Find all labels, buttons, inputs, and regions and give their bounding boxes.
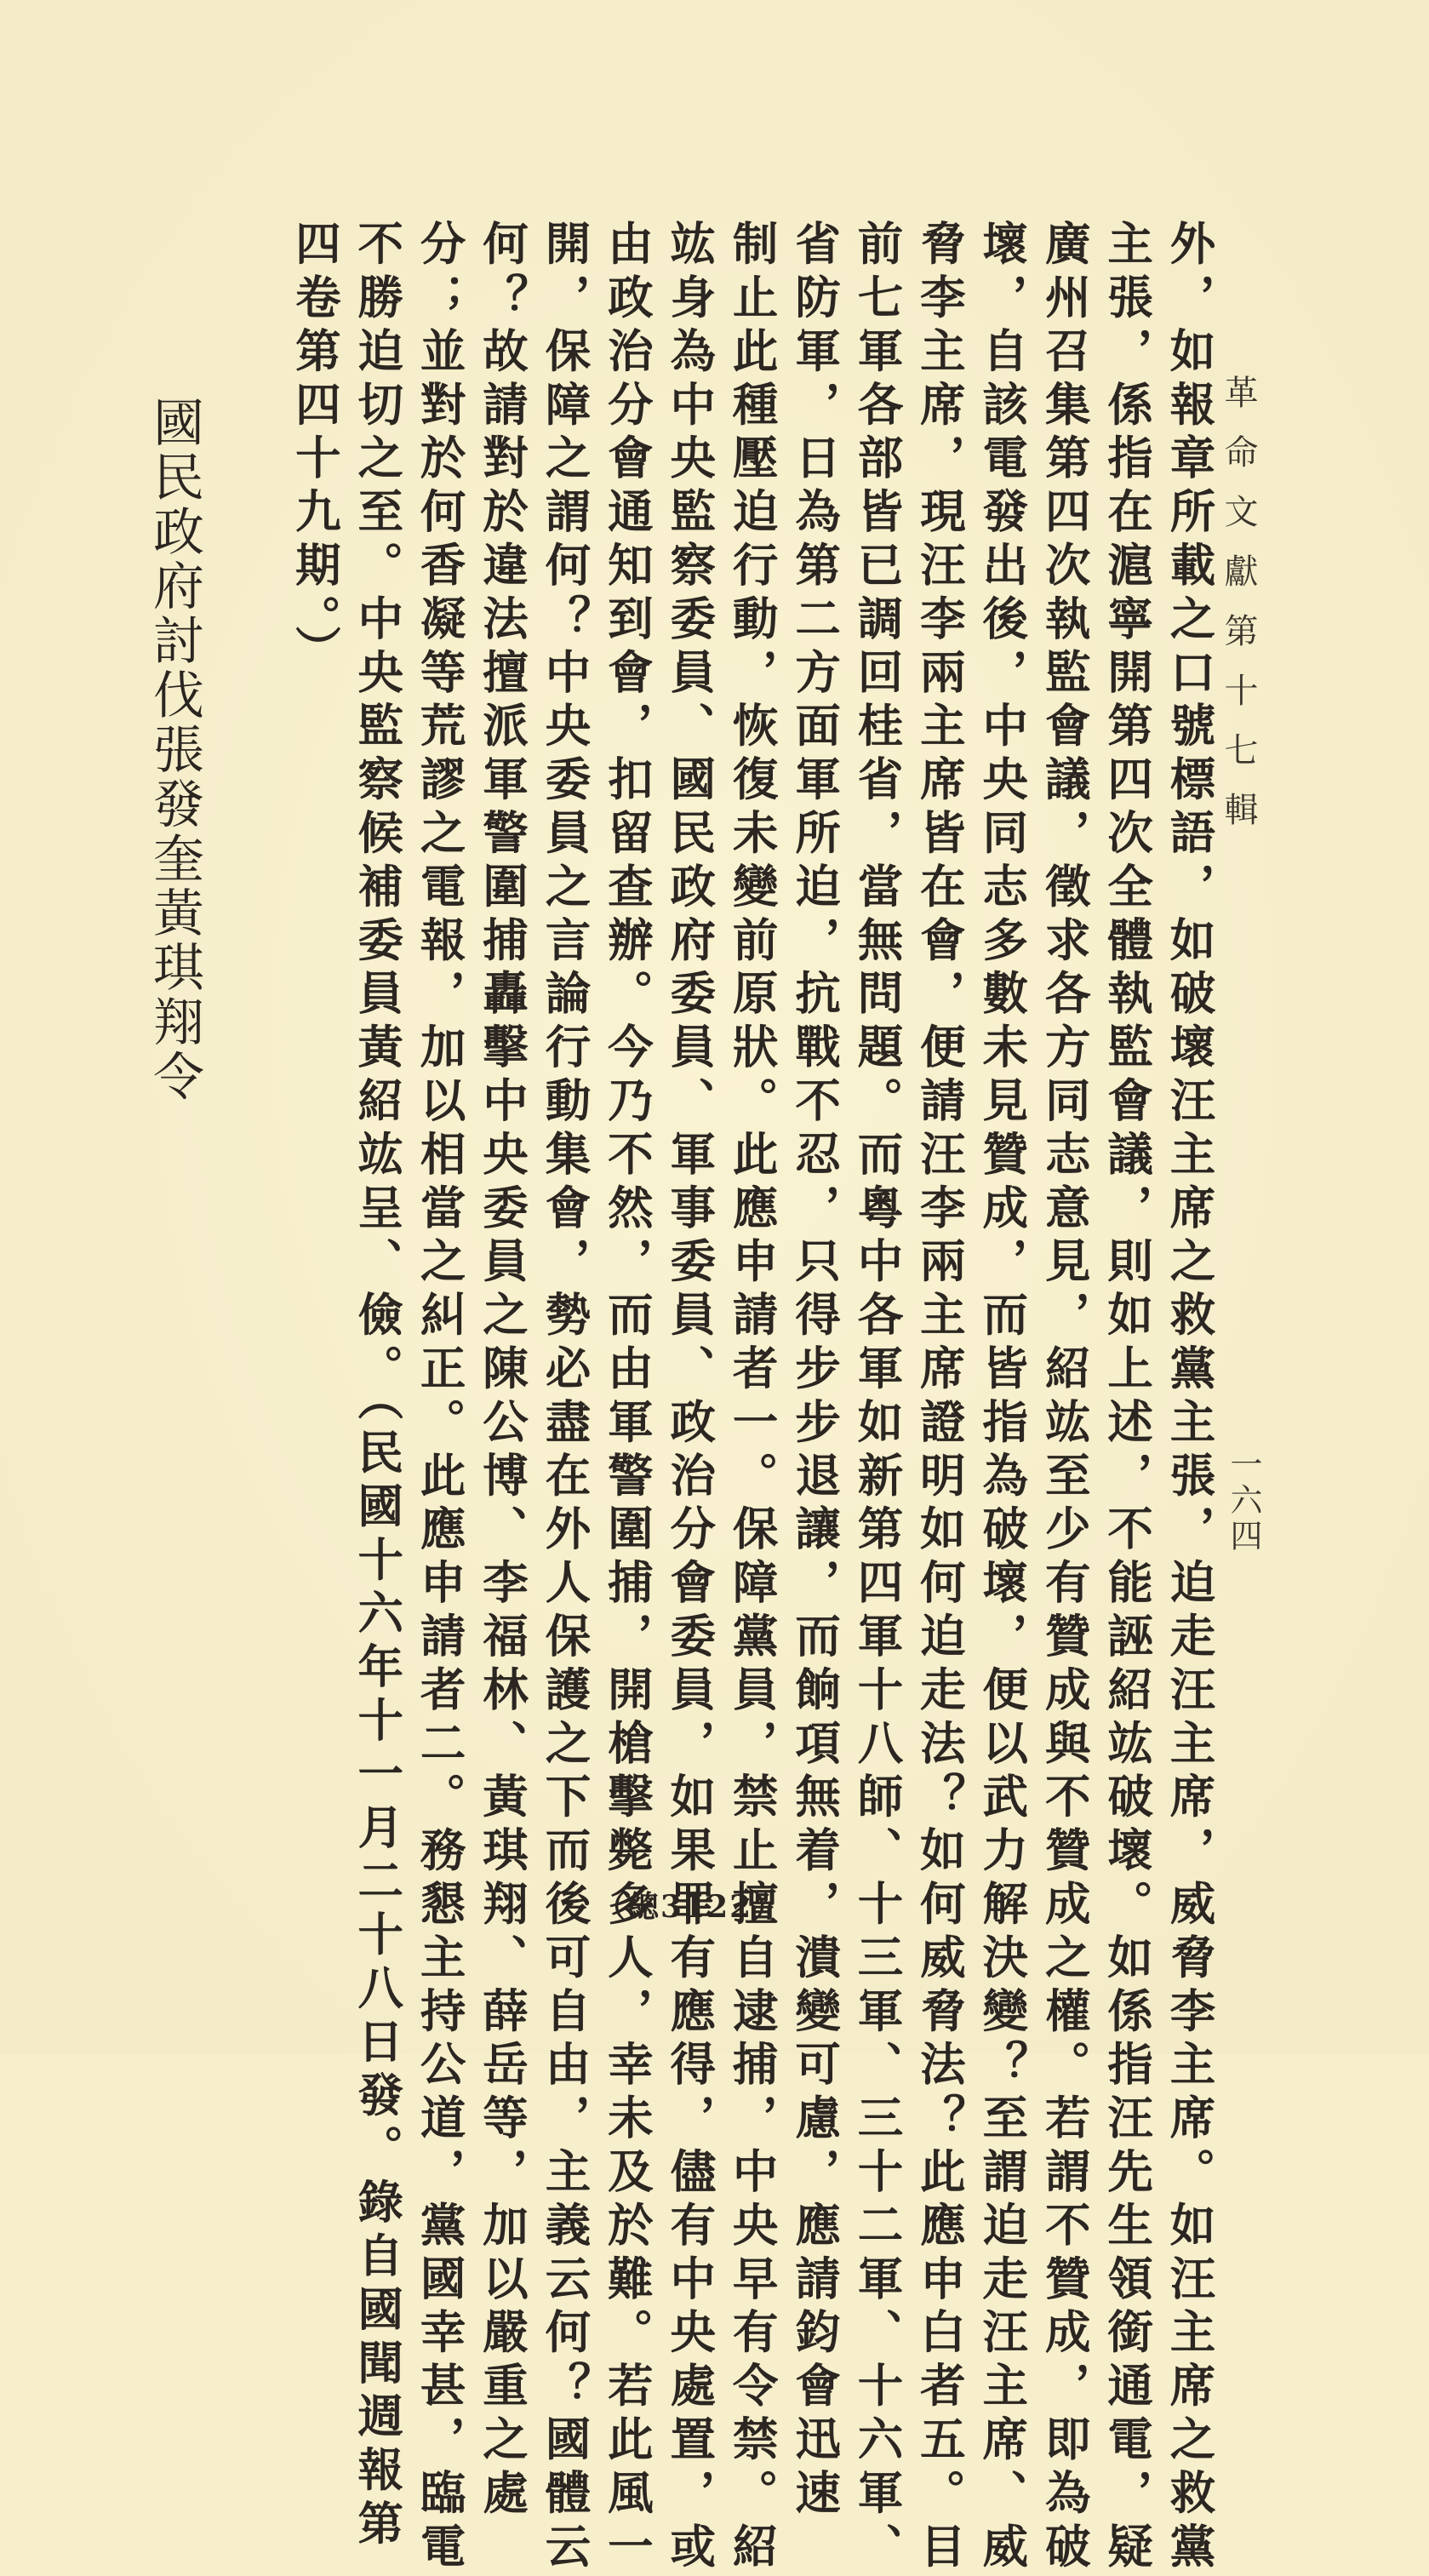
text-column: 分；並對於何香凝等荒謬之電報，加以相當之糾正。此應申請者二。務懇主持公道，黨國幸甚，臨電 [413, 220, 467, 2576]
text-column: 何？故請對於違法擅派軍警圍捕轟擊中央委員之陳公博、李福林、黃琪翔、薛岳等，加以嚴重之處 [475, 220, 529, 2522]
text-column: 前七軍各部皆已調回桂省，當無問題。而粵中各軍如新第四軍十八師、十三軍、三十二軍、十六軍、 [849, 220, 904, 2576]
section-title: 國民政府討伐張發奎黃琪翔令 [145, 396, 204, 1104]
text-column: 脅李主席，現汪李兩主席皆在會，便請汪李兩主席證明如何迫走法？如何威脅法？此應申白者五。目 [912, 220, 967, 2576]
text-column: 主張，係指在滬寧開第四次全體執監會議，則如上述，不能誣紹竑破壞。如係指汪先生領銜通電，疑 [1100, 220, 1154, 2576]
text-column: 省防軍，日為第二方面軍所迫，抗戰不忍，只得步步退讓，而餉項無着，潰變可慮，應請鈞會迅速 [787, 220, 842, 2522]
text-column: 不勝迫切之至。中央監察候補委員黃紹竑呈、儉。（民國十六年十一月二十八日發。錄自國聞週報第 [350, 220, 404, 2553]
text-column: 開，保障之謂何？中央委員之言論行動集會，勢必盡在外人保護之下而後可自由，主義云何？國體云 [537, 220, 592, 2576]
text-column: 壞，自該電發出後，中央同志多數未見贊成，而皆指為破壞，便以武力解決變？至謂迫走汪主席、威 [975, 220, 1029, 2576]
total-page-number: （總3122） [596, 1889, 786, 1925]
page-number: 一六四 [1225, 1447, 1262, 1554]
text-column: 由政治分會通知到會，扣留查辦。今乃不然，而由軍警圍捕，開槍擊斃多人，幸未及於難。若此風一 [600, 220, 654, 2576]
text-column: 外，如報章所載之口號標語，如破壞汪主席之救黨主張，迫走汪主席，威脅李主席。如汪主席之救黨 [1163, 220, 1216, 2576]
text-column: 廣州召集第四次執監會議，徵求各方同志意見，紹竑至少有贊成與不贊成之權。若謂不贊成，即為破 [1037, 220, 1092, 2576]
text-column: 四卷第四十九期。） [288, 220, 342, 679]
running-header-book-title: 革命文獻第十七輯 [1219, 375, 1258, 851]
text-column: 制止此種壓迫行動，恢復未變前原狀。此應申請者一。保障黨員，禁止擅自逮捕，中央早有令禁。紹 [725, 220, 780, 2576]
text-column: 竑身為中央監察委員、國民政府委員、軍事委員、政治分會委員，如果罪有應得，儘有中央處置，或 [662, 220, 717, 2576]
